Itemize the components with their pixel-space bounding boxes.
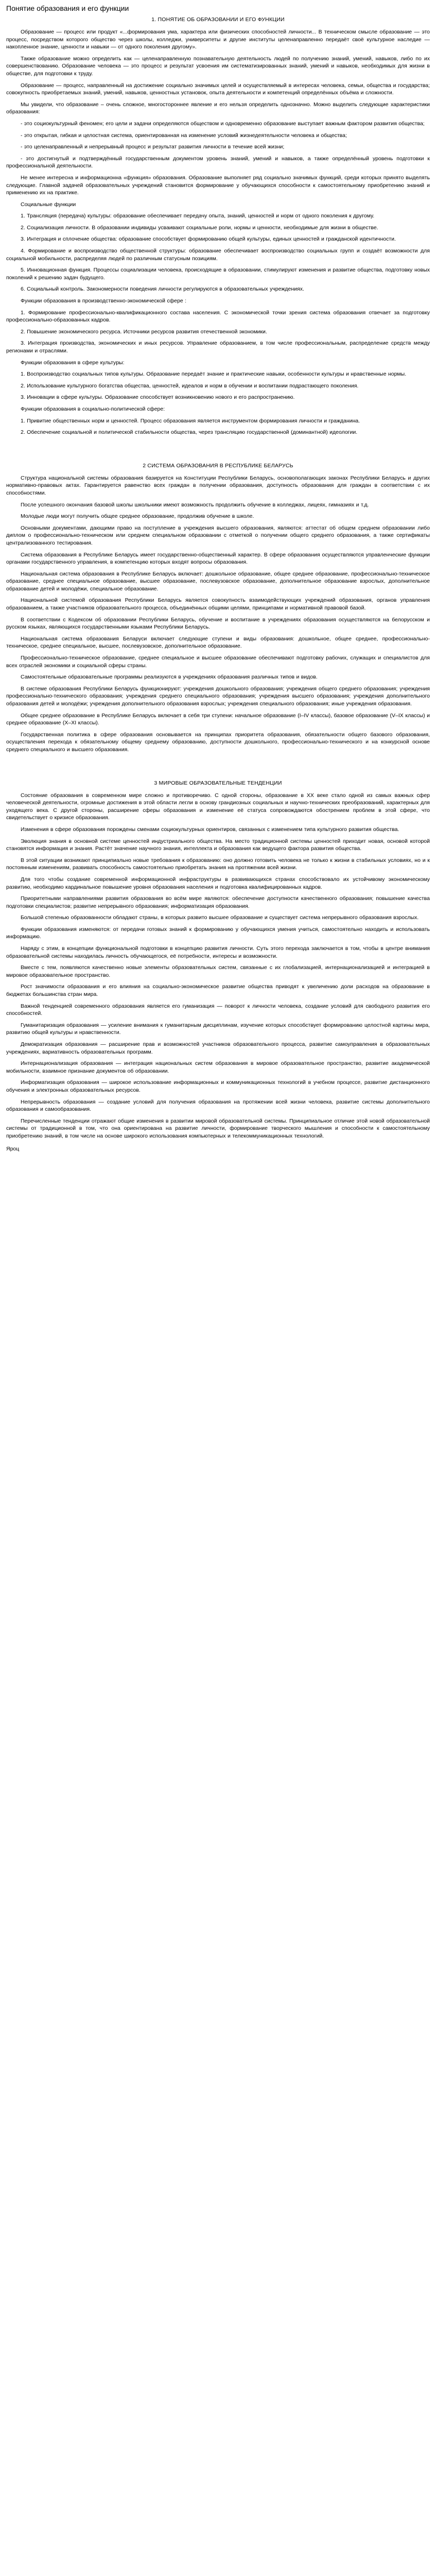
paragraph: Перечисленные тенденции отражают общие изменения в развитии мировой образовательной системы. Принципиальное отличие этой новой образовательной системы от традиционной в том, что она ориентирована на развитие личности, формирование творческого мышления и способности к самостоятельному приобретению знаний, в том числе на основе широкого использования компьютерных и телекоммуникационных технологий.	[6, 1117, 430, 1139]
paragraph: 4. Формирование и воспроизводство общественной структуры: образование обеспечивает воспроизводство социальных групп и создаёт возможности для социальной мобильности, распределяя людей по различным статусным позициям.	[6, 248, 430, 262]
paragraph: Профессионально-техническое образование, среднее специальное и высшее образование обеспечивают подготовку рабочих, служащих и специалистов для всех отраслей экономики и социальной сферы страны.	[6, 655, 430, 669]
paragraph: Национальной системой образования Республики Беларусь является совокупность взаимодействующих учреждений образования, органов управления образованием, а также участников образовательного процесса, объединённых общими целями, принципами и нормативной правовой базой.	[6, 597, 430, 612]
paragraph: Демократизация образования — расширение прав и возможностей участников образовательного процесса, развитие самоуправления в образовательных учреждениях, вариативность образовательных программ.	[6, 1041, 430, 1055]
paragraph: 2. Социализация личности. В образовании индивиды усваивают социальные роли, нормы и ценности, необходимые для жизни в обществе.	[21, 224, 378, 231]
paragraph: 2. Обеспечение социальной и политической стабильности общества, через трансляцию государственной (доминантной) идеологии.	[21, 429, 358, 436]
paragraph: 6. Социальный контроль. Закономерности поведения личности регулируются в образовательных учреждениях.	[21, 286, 304, 293]
paragraph: - это социокультурный феномен; его цели и задачи определяются обществом и одновременно образование выступает важным фактором развития общества;	[21, 120, 425, 127]
paragraph: 3. Интеграция и сплочение общества: образование способствует формированию общей культуры, единых ценностей и гражданской идентичности.	[21, 236, 396, 243]
paragraph: Изменения в сфере образования порождены сменами социокультурных ориентиров, связанных с изменением типа культурного развития общества.	[21, 826, 399, 833]
paragraph: Вместе с тем, появляются качественно новые элементы образовательных систем, связанные с их глобализацией, интернационализацией и интеграцией в мировое образовательное пространство.	[6, 964, 430, 978]
paragraph: Для того чтобы создание современной информационной инфраструктуры в развивающихся странах способствовало их устойчивому экономическому развитию, необходимо кардинальное повышение уровня образования населения и подготовка квалифицированных кадров.	[6, 876, 430, 890]
paragraph: Система образования в Республике Беларусь имеет государственно-общественный характер. В сфере образования осуществляются управленческие функции органами государственного управления, в компетенцию которых входят вопросы образования.	[6, 551, 430, 566]
paragraph: - это целенаправленный и непрерывный процесс и результат развития личности в течение всей жизни;	[21, 144, 285, 150]
paragraph: Приоритетными направлениями развития образования во всём мире являются: обеспечение доступности качественного образования; повышение качества подготовки специалистов; развитие непрерывного образования; информатизация образования.	[6, 895, 430, 909]
paragraph: Функции образования в производственно-экономической сфере :	[21, 298, 187, 304]
paragraph: Эволюция знания в основной системе ценностей индустриального общества. На место традиционной системы ценностей приходит новая, основой которой становятся информация и знания. Растёт значение научного знания, интеллекта и образования как ведущего фактора развития общества.	[6, 838, 430, 852]
section-heading-concept: 1. ПОНЯТИЕ ОБ ОБРАЗОВАНИИ И ЕГО ФУНКЦИИ	[151, 16, 285, 23]
footnote: Яроц	[6, 1145, 20, 1152]
paragraph: Общее среднее образование в Республике Беларусь включает в себя три ступени: начальное образование (I–IV классы), базовое образование (V–IX классы) и среднее образование (X–XI классы).	[6, 712, 430, 726]
paragraph: Информатизация образования — широкое использование информационных и коммуникационных технологий в учебном процессе, развитие дистанционного обучения и электронных образовательных ресурсов.	[6, 1079, 430, 1093]
paragraph: Основными документами, дающими право на поступление в учреждения высшего образования, являются: аттестат об общем среднем образовании либо диплом о профессионально-техническом или среднем специальном образовании с отметкой о получении общего среднего образования, а также сертификаты централизованного тестирования.	[6, 524, 430, 546]
section-heading-world: 3 МИРОВЫЕ ОБРАЗОВАТЕЛЬНЫЕ ТЕНДЕНЦИИ	[154, 779, 282, 786]
paragraph: 3. Интеграция производства, экономических и иных ресурсов. Управление образованием, в том числе профессиональным, распределение средств между регионами и отраслями.	[6, 340, 430, 354]
paragraph: Важной тенденцией современного образования является его гуманизация — поворот к личности человека, создание условий для свободного развития его способностей.	[6, 1003, 430, 1017]
paragraph: 1. Формирование профессионально-квалификационного состава населения. С экономической точки зрения система образования отвечает за подготовку профессионально-образованных кадров.	[6, 309, 430, 324]
paragraph: Интернационализация образования — интеграция национальных систем образования в мировое образовательное пространство, развитие академической мобильности, взаимное признание документов об образовании.	[6, 1060, 430, 1074]
paragraph: Социальные функции	[21, 201, 76, 208]
paragraph: - это открытая, гибкая и целостная система, ориентированная на изменение условий жизнедеятельности человека и общества;	[21, 132, 347, 139]
paragraph: В этой ситуации возникают принципиально новые требования к образованию: оно должно готовить человека не только к жизни в стабильных условиях, но и к постоянным изменениям, развивать способность самостоятельно приобретать знания на протяжении всей жизни.	[6, 857, 430, 871]
paragraph: Образование — процесс или продукт «...формирования ума, характера или физических способностей личности... В техническом смысле образование — это процесс, посредством которого общество через школы, колледжи, университеты и другие институты целенаправленно передаёт своё культурное наследие — накопленное знание, ценности и навыки — от одного поколения другому».	[6, 29, 430, 50]
section-concept-body	[6, 28, 430, 436]
paragraph: Рост значимости образования и его влияния на социально-экономическое развитие общества приводят к увеличению доли расходов на образование в бюджетах большинства стран мира.	[6, 984, 430, 998]
page-title: Понятие образования и его функции	[6, 4, 129, 12]
paragraph: Непрерывность образования — создание условий для получения образования на протяжении всей жизни человека, развитие системы дополнительного образования и самообразования.	[6, 1098, 430, 1113]
paragraph: Функции образования в сфере культуры:	[21, 359, 125, 366]
paragraph: 1. Привитие общественных норм и ценностей. Процесс образования является инструментом формирования личности и гражданина.	[21, 417, 360, 424]
paragraph: 3. Инновации в сфере культуры. Образование способствует возникновению нового и его распространению.	[21, 394, 295, 401]
paragraph: Образование — процесс, направленный на достижение социально значимых целей и осуществляемый в интересах человека, семьи, общества и государства; совокупность приобретаемых знаний, умений, навыков, ценностных установок, опыта деятельности и компетенций определённых объёма и сложности.	[6, 82, 430, 96]
paragraph: 5. Инновационная функция. Процессы социализации человека, происходящие в образовании, стимулируют изменения и развитие общества, подготовку новых поколений к решению задач будущего.	[6, 267, 430, 281]
paragraph: Гуманитаризация образования — усиление внимания к гуманитарным дисциплинам, изучение которых способствует формированию целостной картины мира, развитию общей культуры и нравственности.	[6, 1022, 430, 1036]
paragraph: Большой степенью образованности обладают страны, в которых развито высшее образование и существует система непрерывного образования взрослых.	[21, 914, 419, 921]
paragraph: Структура национальной системы образования базируется на Конституции Республики Беларусь, основополагающих законах Республики Беларусь и других нормативно-правовых актах. Гарантируется равенство всех граждан в получении образования, доступность образования для граждан в соответствии с их способностями.	[6, 474, 430, 496]
paragraph: В соответствии с Кодексом об образовании Республики Беларусь, обучение и воспитание в учреждениях образования осуществляются на белорусском и русском языках, являющихся государственными языками Республики Беларусь.	[6, 616, 430, 631]
section-heading-belarus: 2 СИСТЕМА ОБРАЗОВАНИЯ В РЕСПУБЛИКЕ БЕЛАРУСЬ	[143, 462, 293, 469]
paragraph: 2. Повышение экономического ресурса. Источники ресурсов развития отечественной экономики.	[21, 328, 267, 335]
paragraph: Не менее интересна и информационна «функция» образования. Образование выполняет ряд социально значимых функций, среди которых принято выделять следующие. Главной задачей образовательных учреждений становится формирование у обучающихся способности к самостоятельному приобретению знаний и применению их на практике.	[6, 174, 430, 196]
paragraph: Национальная система образования Беларуси включает следующие ступени и виды образования: дошкольное, общее среднее, профессионально-техническое, среднее специальное, высшее, послевузовское, дополнительное образование.	[6, 635, 430, 650]
section-world-body	[6, 792, 430, 1140]
section-belarus-body	[6, 474, 430, 754]
paragraph: 2. Использование культурного богатства общества, ценностей, идеалов и норм в обучении и воспитании подрастающего поколения.	[21, 382, 359, 389]
paragraph: Наряду с этим, в концепции функциональной подготовки в концепцию развития личности. Суть этого перехода заключается в том, чтобы в центре внимания образовательной системы находилась личность обучающегося, её потребности, интересы и возможности.	[6, 945, 430, 959]
paragraph: Мы увидели, что образование – очень сложное, многостороннее явление и его нельзя определить однозначно. Можно выделить следующие характеристики образования:	[6, 101, 430, 115]
paragraph: Функции образования изменяются: от передачи готовых знаний к формированию у обучающихся умения учиться, самостоятельно находить и использовать информацию.	[6, 926, 430, 940]
paragraph: В системе образования Республики Беларусь функционируют: учреждения дошкольного образования; учреждения общего среднего образования; учреждения профессионально-технического образования; учреждения среднего специального образования; учреждения высшего образования; учреждения дополнительного образования детей и молодёжи; учреждения дополнительного образования взрослых; учреждения специального образования; иные учреждения образования.	[6, 685, 430, 707]
paragraph: Самостоятельные образовательные программы реализуются в учреждениях образования различных типов и видов.	[21, 674, 318, 681]
paragraph: Государственная политика в сфере образования основывается на принципах приоритета образования, обязательности общего базового образования, осуществления перехода к обязательному общему среднему образованию, доступности дошкольного, профессионально-технического и на конкурсной основе среднего специального и высшего образования.	[6, 731, 430, 753]
document-page	[0, 0, 436, 1153]
paragraph: Национальная система образования в Республике Беларусь включает: дошкольное образование, общее среднее образование, профессионально-техническое образование, среднее специальное образование, высшее образование, послевузовское образование, дополнительное образование взрослых, дополнительное образование детей и молодёжи, специальное образование.	[6, 570, 430, 592]
paragraph: Состояние образования в современном мире сложно и противоречиво. С одной стороны, образование в XX веке стало одной из самых важных сфер человеческой деятельности, огромные достижения в этой области легли в основу грандиозных социальных и научно-технических преобразований, характерных для уходящего века. С другой стороны, расширение сферы образования и изменение её статуса сопровождаются обострением проблем в этой сфере, что свидетельствует о кризисе образования.	[6, 792, 430, 821]
paragraph: 1. Трансляция (передача) культуры: образование обеспечивает передачу опыта, знаний, ценностей и норм от одного поколения к другому.	[21, 213, 375, 219]
paragraph: 1. Воспроизводство социальных типов культуры. Образование передаёт знание и практические навыки, особенности культуры и нравственные нормы.	[21, 371, 407, 378]
paragraph: Функции образования в социально-политической сфере:	[21, 405, 165, 412]
paragraph: Молодые люди могут получить общее среднее образование, продолжив обучение в школе.	[21, 513, 254, 520]
paragraph: После успешного окончания базовой школы школьники имеют возможность продолжить обучение в колледжах, лицеях, гимназиях и т.д.	[21, 501, 369, 508]
paragraph: Также образование можно определить как — целенаправленную познавательную деятельность людей по получению знаний, умений, навыков, либо по их совершенствованию. Образование человека — это процесс и результат усвоения им систематизированных знаний, умений и навыков, необходимых для жизни в обществе, для подготовки к труду.	[6, 55, 430, 77]
paragraph: - это достигнутый и подтверждённый государственным документом уровень знаний, умений и навыков, а также определённый уровень подготовки к профессиональной деятельности.	[6, 155, 430, 170]
